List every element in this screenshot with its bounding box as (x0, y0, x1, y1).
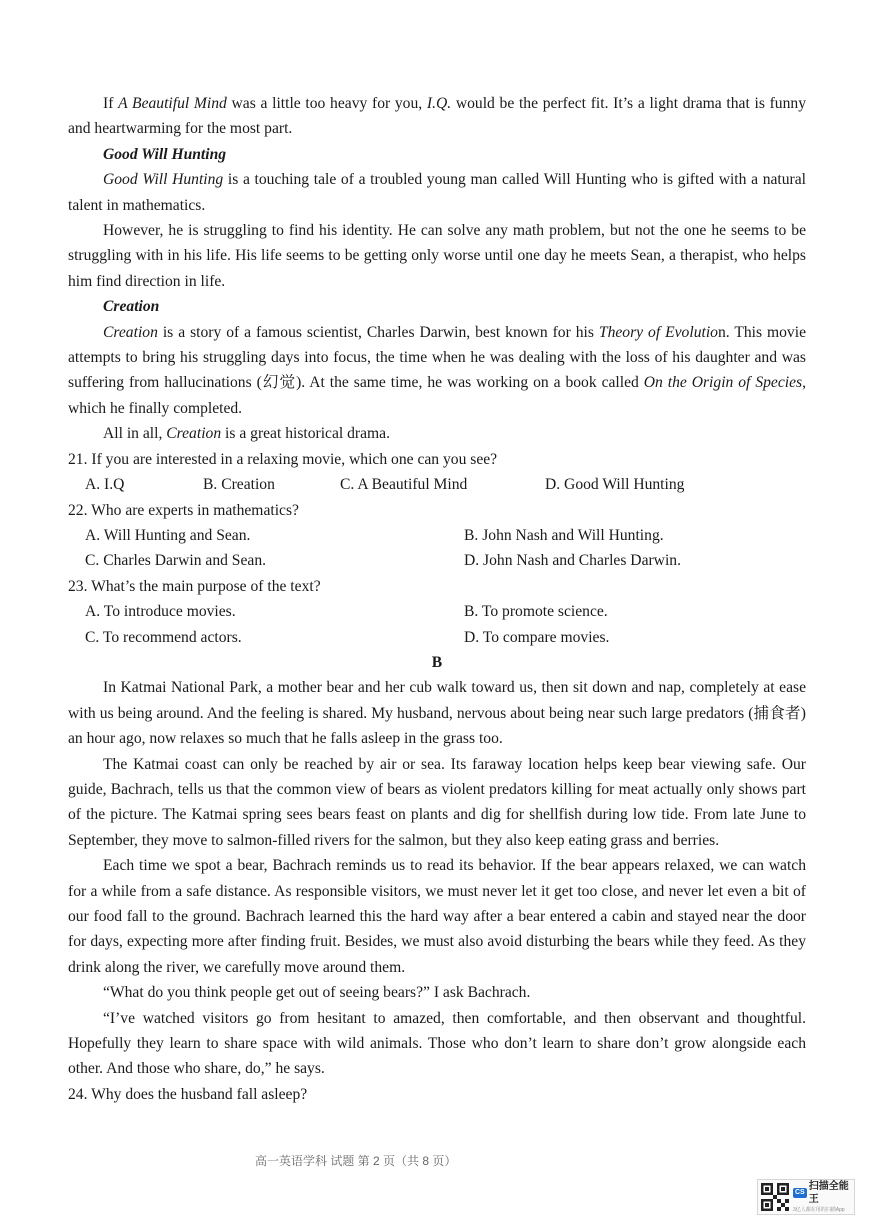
question-23-options-row-2 (68, 625, 806, 650)
scanner-app-name: 扫描全能王 (808, 1181, 849, 1205)
section-b-label: B (431, 653, 443, 671)
iq-paragraph (68, 91, 806, 142)
page-footer: 高一英语学科 试题 第 2 页（共 8 页） (255, 1154, 457, 1168)
question-23-stem: 23. What’s the main purpose of the text? (68, 577, 321, 595)
text-run: was a little too heavy for you, (226, 95, 427, 112)
passage-b-paragraph-2: The Katmai coast can only be reached by air or sea. Its faraway location helps keep bear viewing safe. Our guide, Bachrach, tells us that the common view of bears as violent predators killing for meat actually only shows part of the picture. The Katmai spring sees bears feast on plants and dig for shellfish during low tide. From late June to September, they move to salmon-filled rivers for the salmon, but they also keep eating grass and berries. (68, 755, 806, 849)
passage-b-paragraph-1: In Katmai National Park, a mother bear and her cub walk toward us, then sit down and nap, completely at ease with us being around. And the feeling is shared. My husband, nervous about being near such large predators (捕食者) an hour ago, now relaxes so much that he falls asleep in the grass too. (68, 679, 806, 748)
text-run: is a great historical drama. (221, 425, 390, 443)
option-d: D. John Nash and Charles Darwin. (464, 552, 681, 570)
option-b: B. Creation (203, 476, 275, 494)
passage-b-paragraph-4: “What do you think people get out of seeing bears?” I ask Bachrach. (103, 984, 531, 1002)
question-23-options-row-1 (68, 599, 806, 624)
text-run: If (103, 95, 119, 112)
creation-heading: Creation (103, 298, 160, 316)
question-22-stem: 22. Who are experts in mathematics? (68, 501, 299, 519)
question-22-options-row-2 (68, 548, 806, 573)
good-will-hunting-paragraph-2: However, he is struggling to find his identity. He can solve any math problem, but not the one he seems to be struggling with in his life. His life seems to be getting only worse until one day he meets Sean, a therapist, who helps him find direction in life. (68, 222, 806, 290)
qr-code-icon (761, 1183, 789, 1211)
option-a: A. Will Hunting and Sean. (85, 526, 251, 544)
creation-paragraph-2 (68, 421, 806, 446)
text-run: All in all, (103, 425, 167, 443)
film-title: Creation (166, 425, 222, 443)
text-run: is a touching tale of a troubled young man called Will Hunting who is gifted with a natural talent in mathematics. (68, 171, 806, 214)
option-d: D. Good Will Hunting (545, 476, 685, 494)
good-will-hunting-paragraph-1 (68, 167, 806, 218)
text-run: would be the perfect fit. It’s a light drama that is funny and heartwarming for the most part. (68, 95, 806, 138)
film-title: I.Q. (426, 95, 452, 112)
passage-b-paragraph-5: “I’ve watched visitors go from hesitant to amazed, then comfortable, and then observant and thoughtful. Hopefully they learn to share space with wild animals. Those who don’t learn to share don’t grow alongside each other. And those who share, do,” he says. (68, 1009, 806, 1078)
scanner-watermark-text (793, 1180, 851, 1214)
question-22-options-row-1 (68, 523, 806, 548)
film-title: Good Will Hunting (103, 171, 224, 189)
option-a: A. I.Q (85, 476, 125, 494)
text-run: n. This movie attempts to bring his struggling days into focus, the time when he was dealing with the loss of his daughter and was suffering from hallucinations (幻觉). At the same time, he was working on a book called (68, 323, 806, 392)
text-run: is a story of a famous scientist, Charles Darwin, best known for his (157, 323, 599, 341)
theory-title: Theory of Evolutio (598, 323, 718, 341)
option-a: A. To introduce movies. (85, 603, 236, 621)
passage-b-paragraph-3: Each time we spot a bear, Bachrach reminds us to read its behavior. If the bear appears relaxed, we can watch for a while from a safe distance. As responsible visitors, we must never let it get too close, and never let even a bit of our food fall to the ground. Bachrach learned this the hard way after a bear entered a cabin and stayed near the door for days, expecting more after finding fruit. Besides, we must also avoid disturbing the bears while they feed. As they drink along the river, we carefully move around them. (68, 857, 806, 976)
option-c: C. A Beautiful Mind (340, 476, 468, 494)
option-d: D. To compare movies. (464, 628, 610, 646)
scanner-watermark (757, 1179, 855, 1215)
book-title: On the Origin of Species (643, 374, 803, 392)
scanner-watermark-title (793, 1180, 851, 1206)
creation-paragraph-1 (68, 320, 806, 422)
option-c: C. To recommend actors. (85, 628, 242, 646)
camscanner-logo-icon: CS (795, 1189, 805, 1196)
text-run: , which he finally completed. (68, 374, 806, 417)
option-b: B. To promote science. (464, 603, 608, 621)
scanner-watermark-subtitle: 3亿人都在用的扫描App (793, 1207, 845, 1213)
option-b: B. John Nash and Will Hunting. (464, 526, 664, 544)
question-24-stem: 24. Why does the husband fall asleep? (68, 1085, 308, 1103)
question-21-options (68, 472, 806, 497)
question-21-stem: 21. If you are interested in a relaxing movie, which one can you see? (68, 450, 498, 468)
option-c: C. Charles Darwin and Sean. (85, 552, 267, 570)
good-will-hunting-heading: Good Will Hunting (103, 145, 227, 163)
exam-page (68, 91, 806, 1107)
film-title: A Beautiful Mind (118, 95, 227, 112)
film-title: Creation (103, 323, 158, 341)
